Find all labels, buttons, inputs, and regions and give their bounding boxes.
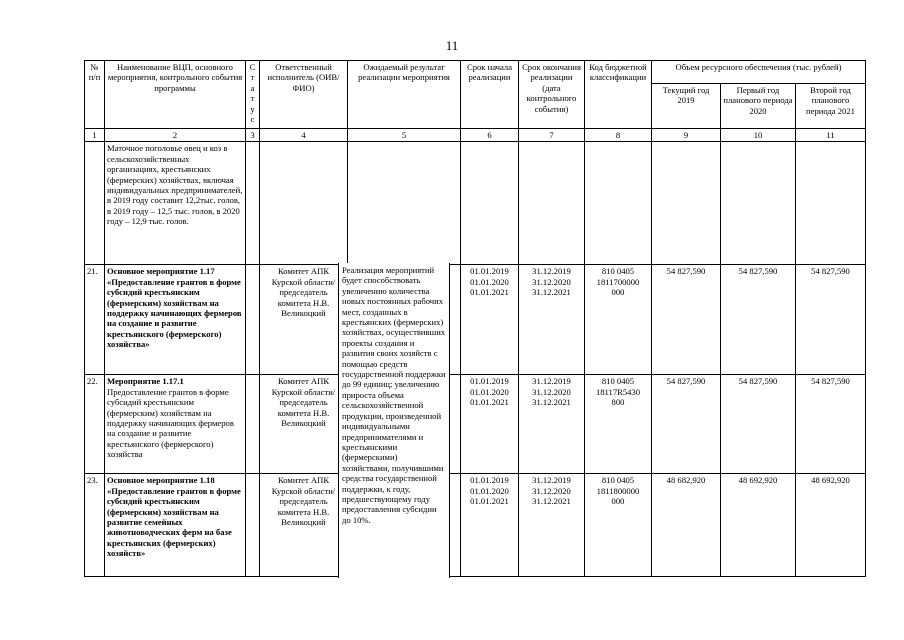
row-start: 01.01.2019 01.01.2020 01.01.2021 [461, 265, 519, 375]
row-name-rest: Предоставление грантов в форме субсидий крестьянским (фермерским) хозяйствам на поддержку начинающих фермеров на создание и развитие крестьянского (фермерского) хозяйства [107, 386, 234, 460]
header-code: Код бюджетной классификации [585, 61, 652, 129]
colnum-10: 10 [721, 129, 796, 142]
row-executor: Комитет АПК Курской области/председатель комитета Н.В. Великоцкий [260, 474, 348, 577]
header-year-2021: Второй год планового периода 2021 [796, 84, 866, 129]
colnum-7: 7 [519, 129, 585, 142]
row-2021: 48 692,920 [796, 474, 866, 577]
header-result: Ожидаемый результат реализации мероприятия [348, 61, 461, 129]
merged-result-text: Реализация мероприятий будет способствовать увеличению количества новых постоянных рабочих мест, созданных в крестьянских (фермерских) хозяйствах, осуществивших проекты создания и развития своих хозяйств с помощью средств государственной поддержки до 99 единиц; увеличению прироста объема сельскохозяйственной продукции, произведенной индивидуальными предпринимателями и крестьянскими (фермерскими) хозяйствами, получившими средства государственной поддержки, к году, предшествующему году предоставления субсидии до 10%. [342, 265, 446, 525]
colnum-11: 11 [796, 129, 866, 142]
merged-expected-result [338, 263, 450, 578]
colnum-5: 5 [348, 129, 461, 142]
row-start: 01.01.2019 01.01.2020 01.01.2021 [461, 474, 519, 577]
table-row [85, 474, 866, 577]
header-year-2019: Текущий год 2019 [652, 84, 721, 129]
header-end: Срок окончания реализации (дата контрольного события) [519, 61, 585, 129]
row-2020: 54 827,590 [721, 375, 796, 474]
colnum-8: 8 [585, 129, 652, 142]
row-name: Основное мероприятие 1.17 «Предоставление грантов в форме субсидий крестьянским (фермерским) хозяйствам на поддержку начинающих фермеров на создание и развитие крестьянского (фермерского) хозяйства» [105, 265, 246, 375]
colnum-4: 4 [260, 129, 348, 142]
header-executor: Ответственный исполнитель (ОИВ/ФИО) [260, 61, 348, 129]
header-year-2020: Первый год планового периода 2020 [721, 84, 796, 129]
colnum-9: 9 [652, 129, 721, 142]
row-num: 21. [85, 265, 105, 375]
row-code: 810 0405 18117R5430 800 [585, 375, 652, 474]
row-num: 22. [85, 375, 105, 474]
colnum-6: 6 [461, 129, 519, 142]
table-row [85, 375, 866, 474]
colnum-3: 3 [246, 129, 260, 142]
row-2019: 54 827,590 [652, 375, 721, 474]
row-2021: 54 827,590 [796, 375, 866, 474]
column-numbers-row [85, 129, 866, 142]
row-name: Основное мероприятие 1.18 «Предоставление грантов в форме субсидий крестьянским (фермерским) хозяйствам на развитие семейных животноводческих ферм на базе крестьянских (фермерских) хозяйств» [105, 474, 246, 577]
header-resource-group: Объем ресурсного обеспечения (тыс. рублей) [652, 61, 866, 84]
header-num: № п/п [85, 61, 105, 129]
header-row [85, 61, 866, 84]
row-executor: Комитет АПК Курской области/председатель комитета Н.В. Великоцкий [260, 375, 348, 474]
continuation-row [85, 142, 866, 265]
colnum-2: 2 [105, 129, 246, 142]
header-status: С т а т у с [246, 61, 260, 129]
row-num: 23. [85, 474, 105, 577]
row-end: 31.12.2019 31.12.2020 31.12.2021 [519, 265, 585, 375]
resource-table [84, 60, 866, 577]
row-code: 810 0405 1811800000 000 [585, 474, 652, 577]
row-end: 31.12.2019 31.12.2020 31.12.2021 [519, 375, 585, 474]
row-executor: Комитет АПК Курской области/председатель комитета Н.В. Великоцкий [260, 265, 348, 375]
row-2020: 54 827,590 [721, 265, 796, 375]
row-2019: 54 827,590 [652, 265, 721, 375]
continuation-text: Маточное поголовье овец и коз в сельскохозяйственных организациях, крестьянских (фермерских) хозяйствах, включая индивидуальных предпринимателей, в 2019 году составит 12,2тыс. голов, в 2019 году – 12,5 тыс. голов, в 2020 году – 12,9 тыс. голов. [105, 142, 246, 265]
colnum-1: 1 [85, 129, 105, 142]
row-2020: 48 692,920 [721, 474, 796, 577]
row-end: 31.12.2019 31.12.2020 31.12.2021 [519, 474, 585, 577]
row-2019: 48 682,920 [652, 474, 721, 577]
header-start: Срок начала реализации [461, 61, 519, 129]
row-name-title: Мероприятие 1.17.1 [107, 376, 184, 387]
header-name: Наименование ВЦП, основного мероприятия, контрольного события программы [105, 61, 246, 129]
row-name [105, 375, 246, 474]
page-number: 11 [445, 38, 459, 53]
row-start: 01.01.2019 01.01.2020 01.01.2021 [461, 375, 519, 474]
row-code: 810 0405 1811700000 000 [585, 265, 652, 375]
table-row [85, 265, 866, 375]
row-2021: 54 827,590 [796, 265, 866, 375]
